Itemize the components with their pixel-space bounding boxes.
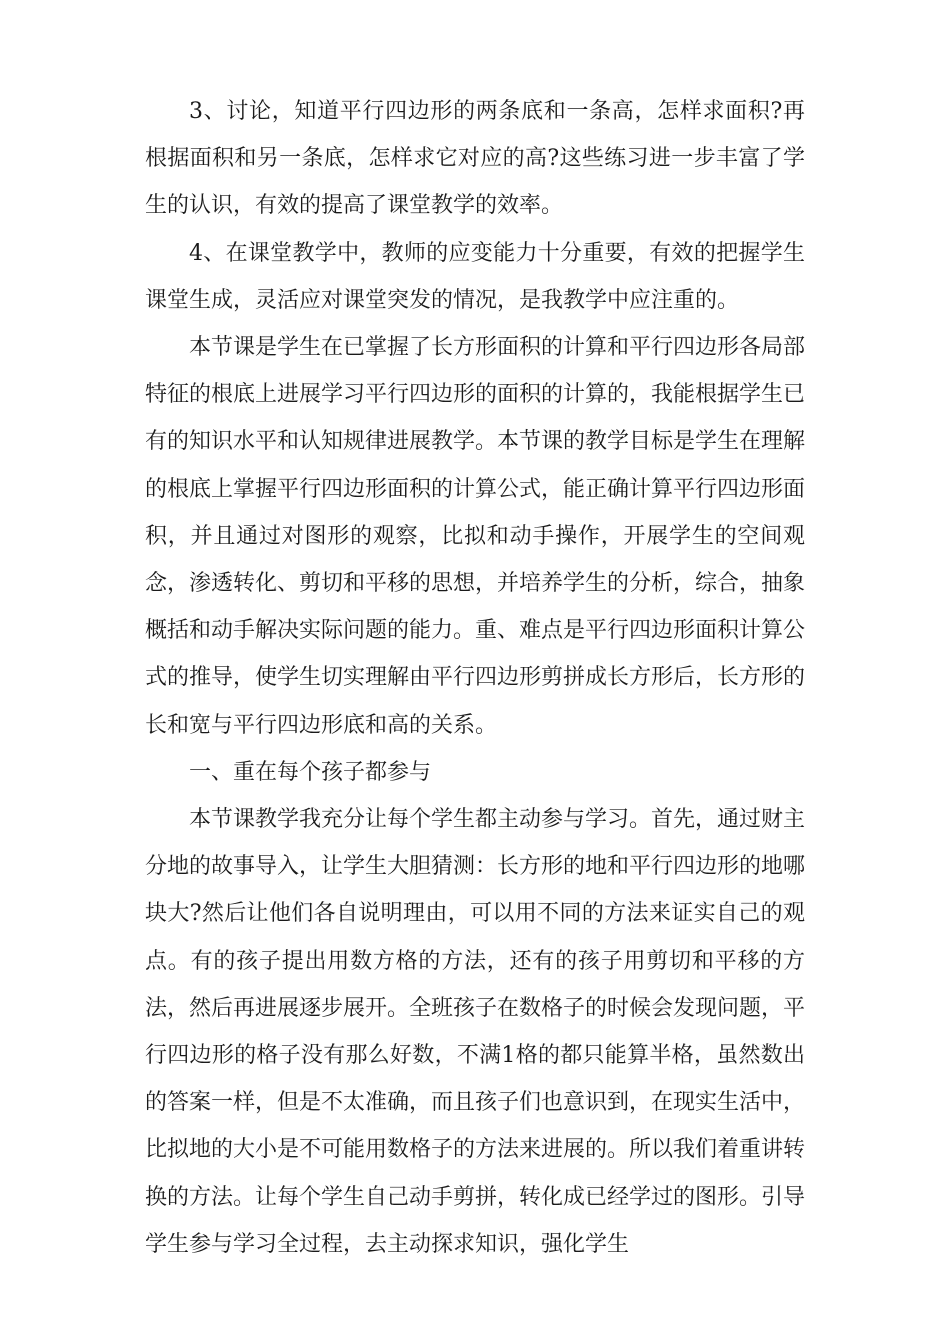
paragraph-discussion-item-3: 3、讨论，知道平行四边形的两条底和一条高，怎样求面积?再根据面积和另一条底，怎样求它对应的高?这些练习进一步丰富了学生的认识，有效的提高了课堂教学的效率。 <box>145 99 805 219</box>
paragraph-adaptability-item-4: 4、在课堂教学中，教师的应变能力十分重要，有效的把握学生课堂生成，灵活应对课堂突发的情况，是我教学中应注重的。 <box>145 240 805 313</box>
document-body <box>145 88 805 1268</box>
paragraph-lesson-overview: 本节课是学生在已掌握了长方形面积的计算和平行四边形各局部特征的根底上进展学习平行四边形的面积的计算的，我能根据学生已有的知识水平和认知规律进展教学。本节课的教学目标是学生在理解的根底上掌握平行四边形面积的计算公式，能正确计算平行四边形面积，并且通过对图形的观察，比拟和动手操作，开展学生的空间观念，渗透转化、剪切和平移的思想，并培养学生的分析，综合，抽象概括和动手解决实际问题的能力。重、难点是平行四边形面积计算公式的推导，使学生切实理解由平行四边形剪拼成长方形后，长方形的长和宽与平行四边形底和高的关系。 <box>145 335 806 738</box>
paragraph-participation-detail: 本节课教学我充分让每个学生都主动参与学习。首先，通过财主分地的故事导入，让学生大胆猜测：长方形的地和平行四边形的地哪块大?然后让他们各自说明理由，可以用不同的方法来证实自己的观点。有的孩子提出用数方格的方法，还有的孩子用剪切和平移的方法，然后再进展逐步展开。全班孩子在数格子的时候会发现问题，平行四边形的格子没有那么好数，不满1格的都只能算半格，虽然数出的答案一样，但是不太准确，而且孩子们也意识到，在现实生活中，比拟地的大小是不可能用数格子的方法来进展的。所以我们着重讲转换的方法。让每个学生自己动手剪拼，转化成已经学过的图形。引导学生参与学习全过程，去主动探求知识，强化学生 <box>145 807 806 1257</box>
section-heading-participation: 一、重在每个孩子都参与 <box>189 759 432 785</box>
